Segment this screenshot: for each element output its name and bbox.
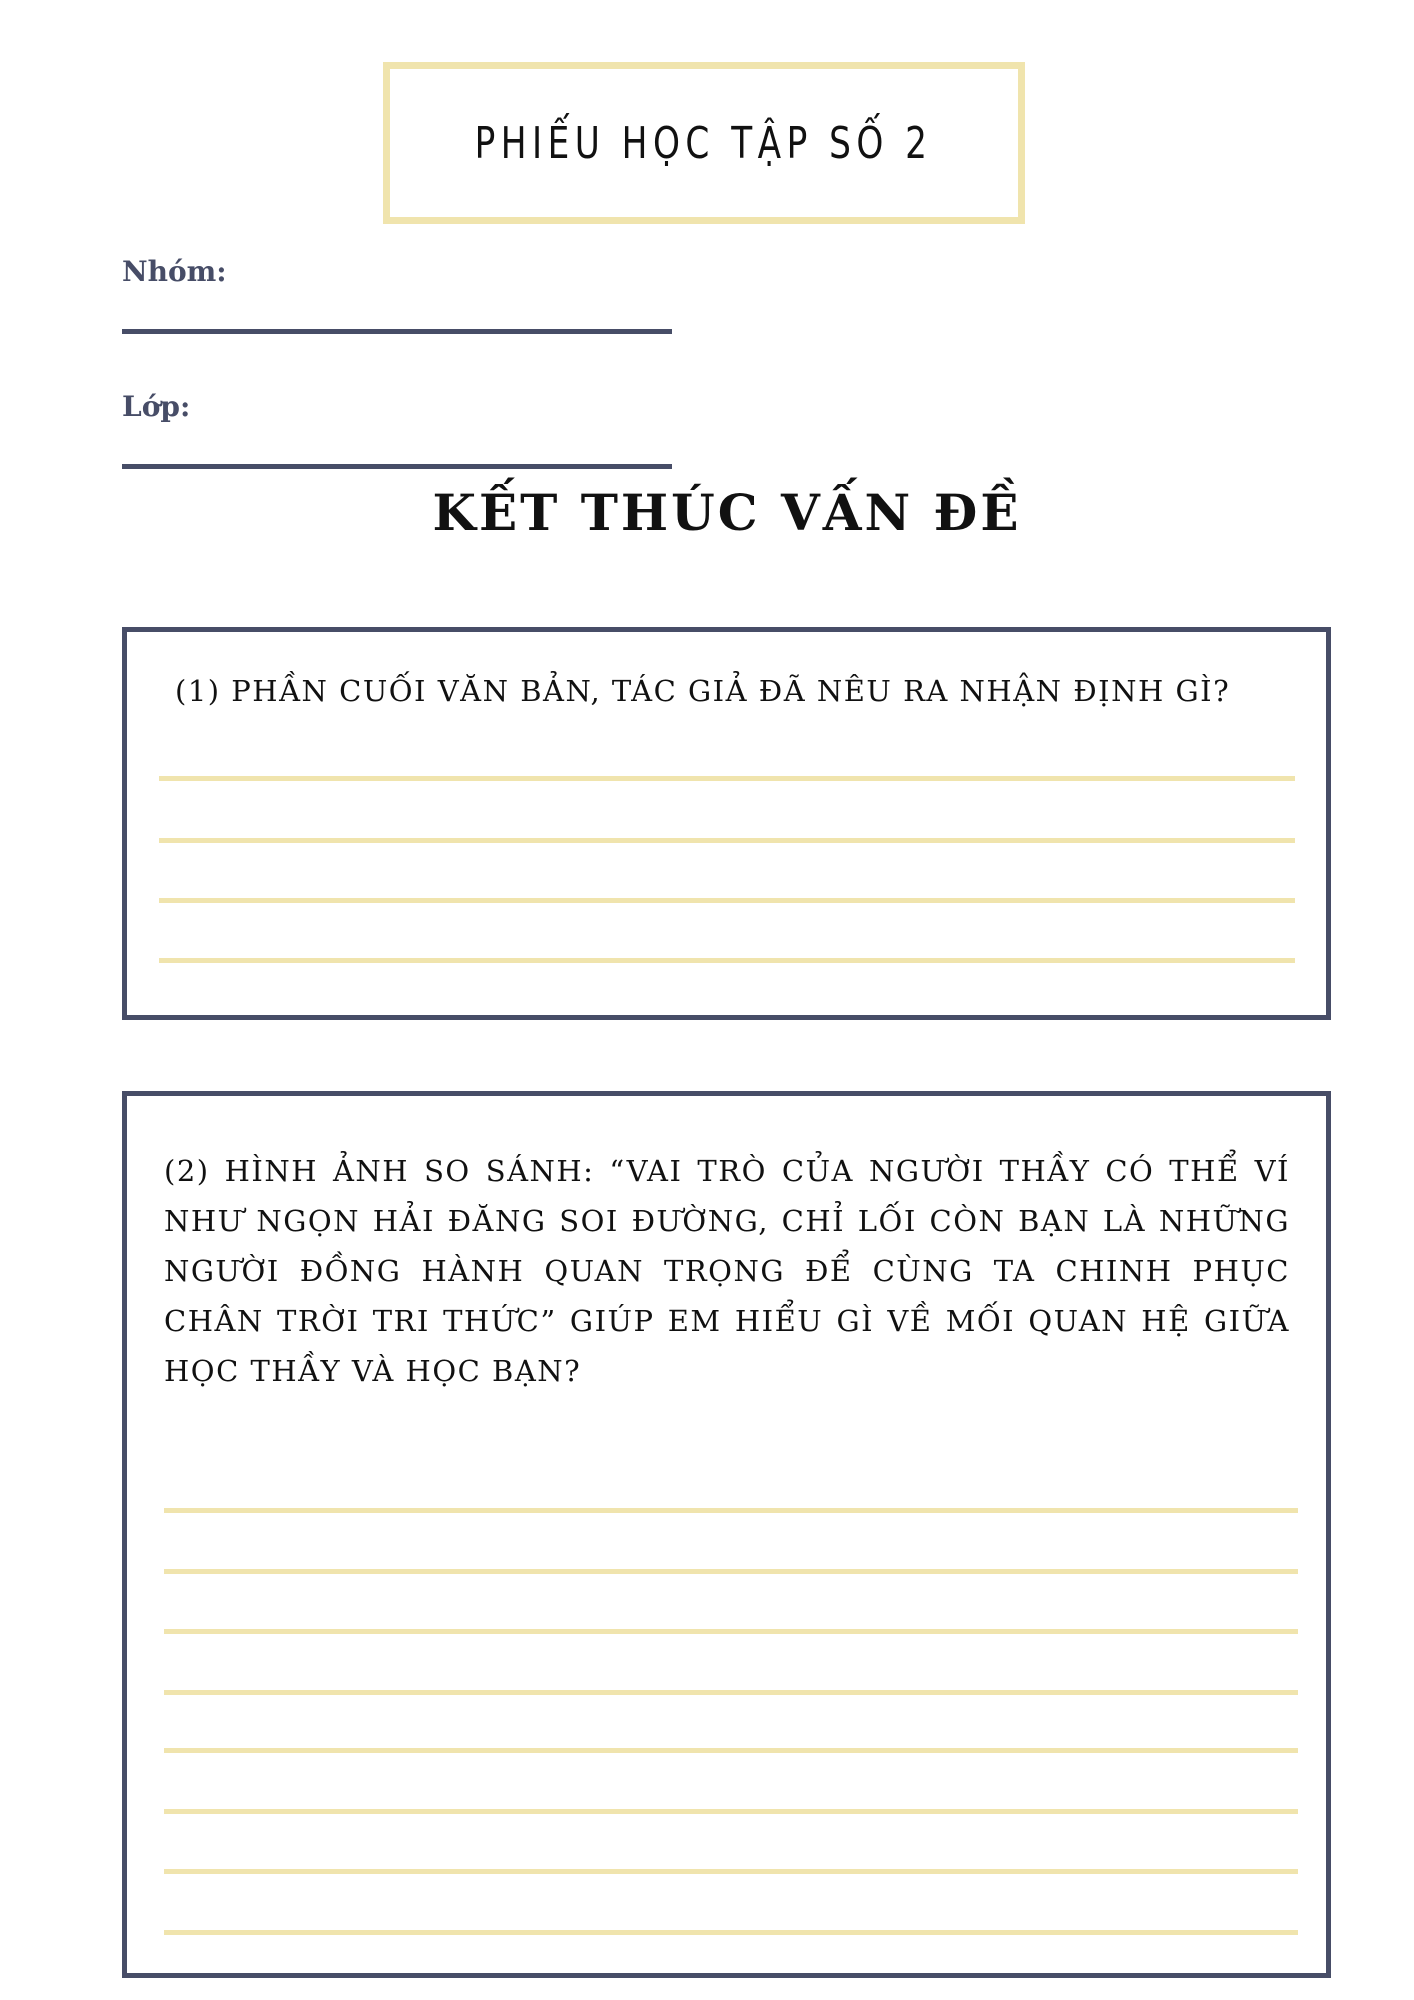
question-2-answer-line[interactable] [164,1748,1298,1753]
worksheet-title: PHIẾU HỌC TẬP SỐ 2 [475,117,933,169]
worksheet-title-box [383,62,1025,224]
group-input-line[interactable] [122,329,672,334]
question-2-answer-line[interactable] [164,1508,1298,1513]
question-2-answer-line[interactable] [164,1869,1298,1874]
question-2-answer-line[interactable] [164,1930,1298,1935]
question-2-answer-line[interactable] [164,1690,1298,1695]
question-1-answer-line[interactable] [159,776,1295,781]
class-label: Lớp: [122,390,191,423]
question-2-answer-line[interactable] [164,1569,1298,1574]
question-2-answer-line[interactable] [164,1809,1298,1814]
question-1-answer-line[interactable] [159,898,1295,903]
question-2-text: (2) HÌNH ẢNH SO SÁNH: “VAI TRÒ CỦA NGƯỜI THẦY CÓ THỂ VÍ NHƯ NGỌN HẢI ĐĂNG SOI ĐƯỜNG, CHỈ LỐI CÒN BẠN LÀ NHỮNG NGƯỜI ĐỒNG HÀNH QUAN TRỌNG ĐỂ CÙNG TA CHINH PHỤC CHÂN TRỜI TRI THỨC” GIÚP EM HIỂU GÌ VỀ MỐI QUAN HỆ GIỮA HỌC THẦY VÀ HỌC BẠN? [164,1154,1290,1388]
question-1-answer-line[interactable] [159,838,1295,843]
section-title: KẾT THÚC VẤN ĐỀ [432,483,1022,542]
question-2-answer-line[interactable] [164,1629,1298,1634]
question-1-answer-line[interactable] [159,958,1295,963]
group-label: Nhóm: [122,255,227,288]
class-input-line[interactable] [122,464,672,469]
question-1-text: (1) PHẦN CUỐI VĂN BẢN, TÁC GIẢ ĐÃ NÊU RA NHẬN ĐỊNH GÌ? [175,674,1231,708]
